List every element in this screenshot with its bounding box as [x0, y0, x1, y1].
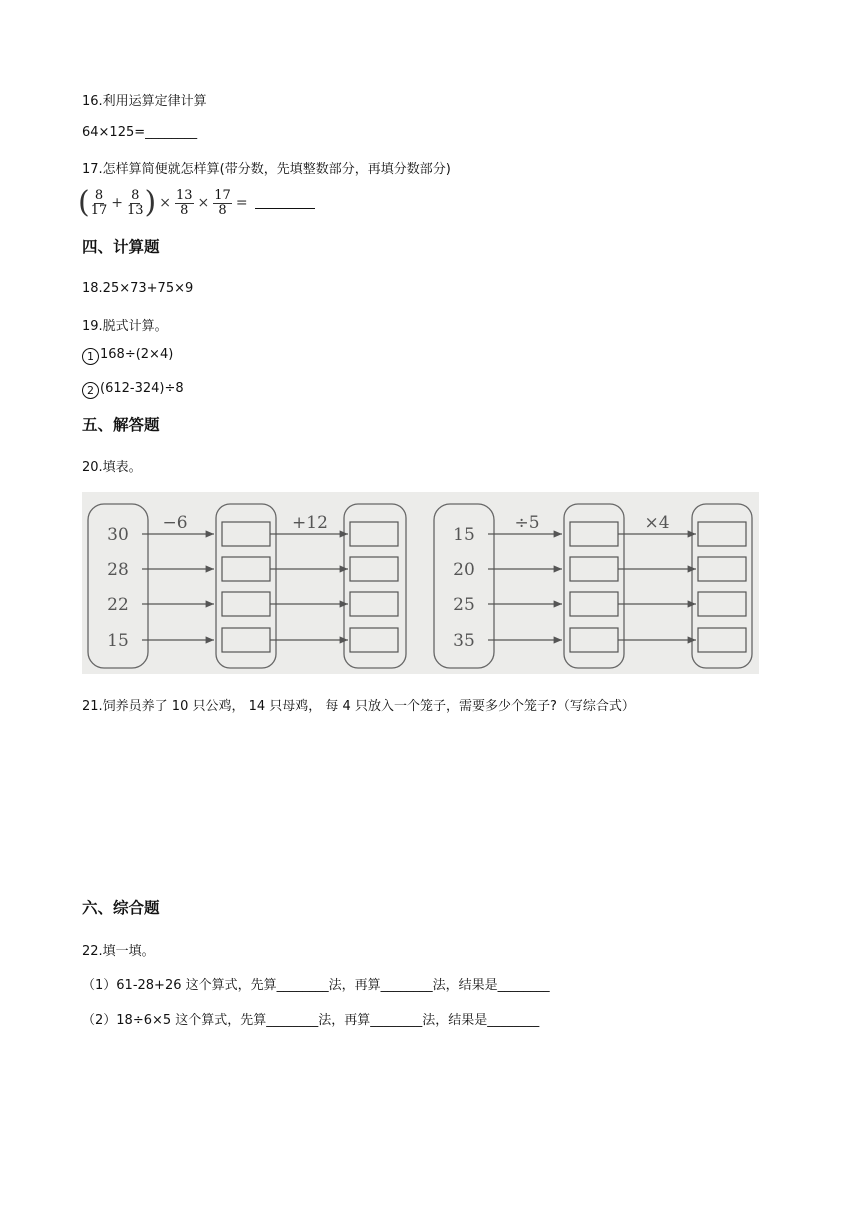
- answer-box[interactable]: [570, 557, 618, 581]
- answer-blank[interactable]: [255, 198, 315, 209]
- q20-title: 20.填表。: [82, 460, 142, 475]
- answer-box[interactable]: [350, 592, 398, 616]
- input-value: 35: [453, 631, 475, 651]
- middle-column-right: [564, 504, 624, 668]
- fill-table-diagram: [82, 492, 759, 674]
- operation-label-left-1: −6: [162, 513, 188, 533]
- times-sign: ×: [197, 195, 210, 211]
- q19-title: 19.脱式计算。: [82, 319, 168, 334]
- fraction: $\frac{13}{8}$: [176, 187, 193, 218]
- middle-column-left: [216, 504, 276, 668]
- answer-box[interactable]: [698, 592, 746, 616]
- q22-title: 22.填一填。: [82, 944, 155, 959]
- answer-box[interactable]: [698, 628, 746, 652]
- input-value: 28: [107, 560, 129, 580]
- section-heading-5: 五、解答题: [82, 416, 160, 434]
- open-paren: (: [78, 185, 90, 220]
- input-value: 15: [107, 631, 129, 651]
- q17-expression: [78, 185, 315, 220]
- equals-sign: =: [235, 195, 248, 211]
- close-paren: ): [144, 185, 157, 220]
- input-value: 20: [453, 560, 475, 580]
- fraction: $\frac{17}{8}$: [214, 187, 231, 218]
- answer-box[interactable]: [222, 628, 270, 652]
- circled-number: 1: [82, 348, 99, 365]
- answer-box[interactable]: [570, 628, 618, 652]
- circled-number: 2: [82, 382, 99, 399]
- answer-box[interactable]: [222, 592, 270, 616]
- answer-box[interactable]: [698, 557, 746, 581]
- q18-text: 18.25×73+75×9: [82, 281, 194, 296]
- input-value: 30: [107, 525, 129, 545]
- section-heading-4: 四、计算题: [82, 238, 160, 256]
- output-column-left: [344, 504, 406, 668]
- section-heading-6: 六、综合题: [82, 899, 160, 917]
- operation-label-right-1: ÷5: [514, 513, 540, 533]
- answer-box[interactable]: [350, 557, 398, 581]
- operation-label-left-2: +12: [292, 513, 328, 533]
- operation-label-right-2: ×4: [644, 513, 670, 533]
- q19-item-1: 1 168÷(2×4): [82, 347, 173, 365]
- q19-item-2: 2 (612-324)÷8: [82, 381, 184, 399]
- q22-item-1: （1）61-28+26 这个算式，先算________法，再算________法，结果是________: [82, 978, 550, 993]
- fraction: $\frac{8}{13}$: [127, 187, 144, 218]
- answer-box[interactable]: [570, 522, 618, 546]
- answer-box[interactable]: [570, 592, 618, 616]
- answer-box[interactable]: [350, 522, 398, 546]
- input-value: 15: [453, 525, 475, 545]
- answer-box[interactable]: [222, 522, 270, 546]
- times-sign: ×: [159, 195, 171, 211]
- answer-box[interactable]: [350, 628, 398, 652]
- q21-text: 21.饲养员养了 10 只公鸡， 14 只母鸡， 每 4 只放入一个笼子，需要多少个笼子?（写综合式）: [82, 699, 635, 714]
- output-column-right: [692, 504, 752, 668]
- plus-sign: +: [111, 195, 123, 211]
- answer-box[interactable]: [698, 522, 746, 546]
- fraction: $\frac{8}{17}$: [90, 187, 108, 218]
- input-value: 22: [107, 595, 129, 615]
- q16-title: 16.利用运算定律计算: [82, 94, 207, 109]
- input-value: 25: [453, 595, 475, 615]
- q16-expression: 64×125=________: [82, 125, 198, 140]
- answer-box[interactable]: [222, 557, 270, 581]
- q22-item-2: （2）18÷6×5 这个算式，先算________法，再算________法，结果是________: [82, 1013, 540, 1028]
- q17-title: 17.怎样算简便就怎样算(带分数，先填整数部分，再填分数部分): [82, 162, 451, 177]
